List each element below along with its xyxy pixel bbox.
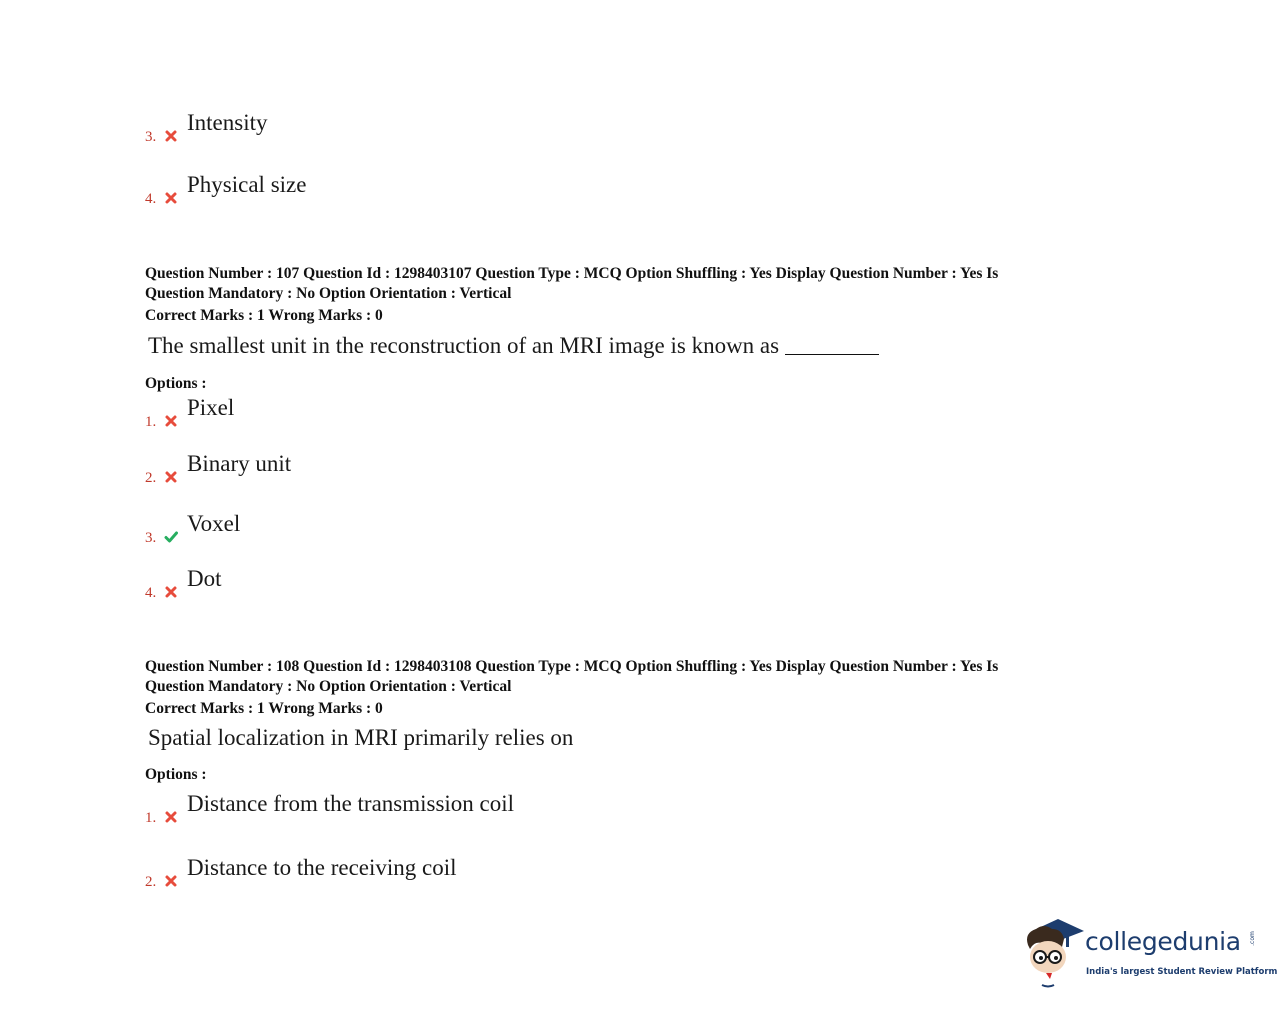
option-number: 2. bbox=[145, 470, 157, 486]
logo-tagline: India's largest Student Review Platform bbox=[1086, 967, 1278, 977]
option-number: 2. bbox=[145, 874, 157, 890]
cross-icon bbox=[164, 414, 178, 428]
option-text: Physical size bbox=[187, 172, 307, 197]
option-text: Dot bbox=[187, 566, 222, 591]
cross-icon bbox=[164, 874, 178, 888]
question-meta-line: Question Mandatory : No Option Orientation : Vertical bbox=[145, 678, 512, 695]
question-marks: Correct Marks : 1 Wrong Marks : 0 bbox=[145, 700, 383, 717]
logo-dotcom: .com bbox=[1248, 931, 1256, 946]
question-text bbox=[148, 333, 879, 359]
check-icon bbox=[164, 530, 178, 544]
option-text: Pixel bbox=[187, 395, 235, 420]
question-text bbox=[148, 725, 573, 751]
option-text: Intensity bbox=[187, 110, 268, 135]
collegedunia-logo bbox=[1022, 915, 1278, 990]
option-text: Distance from the transmission coil bbox=[187, 791, 515, 816]
option-number: 3. bbox=[145, 530, 157, 546]
option-text: Binary unit bbox=[187, 451, 292, 476]
option-text: Distance to the receiving coil bbox=[187, 855, 457, 880]
option-number: 4. bbox=[145, 585, 157, 601]
logo-name: collegedunia bbox=[1085, 927, 1241, 956]
cross-icon bbox=[164, 470, 178, 484]
options-label: Options : bbox=[145, 766, 207, 783]
answer-blank bbox=[785, 354, 879, 355]
cross-icon bbox=[164, 129, 178, 143]
question-meta-line: Question Number : 108 Question Id : 1298403108 Question Type : MCQ Option Shuffling : Yes Display Question Number : Yes Is bbox=[145, 658, 999, 675]
question-meta bbox=[145, 657, 1135, 697]
cross-icon bbox=[164, 191, 178, 205]
question-meta bbox=[145, 264, 1135, 304]
options-label: Options : bbox=[145, 375, 207, 392]
question-meta-line: Question Number : 107 Question Id : 1298403107 Question Type : MCQ Option Shuffling : Yes Display Question Number : Yes Is bbox=[145, 265, 999, 282]
question-meta-line: Question Mandatory : No Option Orientation : Vertical bbox=[145, 285, 512, 302]
option-number: 4. bbox=[145, 191, 157, 207]
option-text: Voxel bbox=[187, 511, 241, 536]
question-text-body: Spatial localization in MRI primarily relies on bbox=[148, 725, 574, 750]
option-number: 1. bbox=[145, 414, 157, 430]
option-number: 3. bbox=[145, 129, 157, 145]
question-marks: Correct Marks : 1 Wrong Marks : 0 bbox=[145, 307, 383, 324]
mascot-icon bbox=[1022, 915, 1084, 990]
option-number: 1. bbox=[145, 810, 157, 826]
question-text-body: The smallest unit in the reconstruction of an MRI image is known as bbox=[148, 333, 780, 358]
cross-icon bbox=[164, 810, 178, 824]
cross-icon bbox=[164, 585, 178, 599]
